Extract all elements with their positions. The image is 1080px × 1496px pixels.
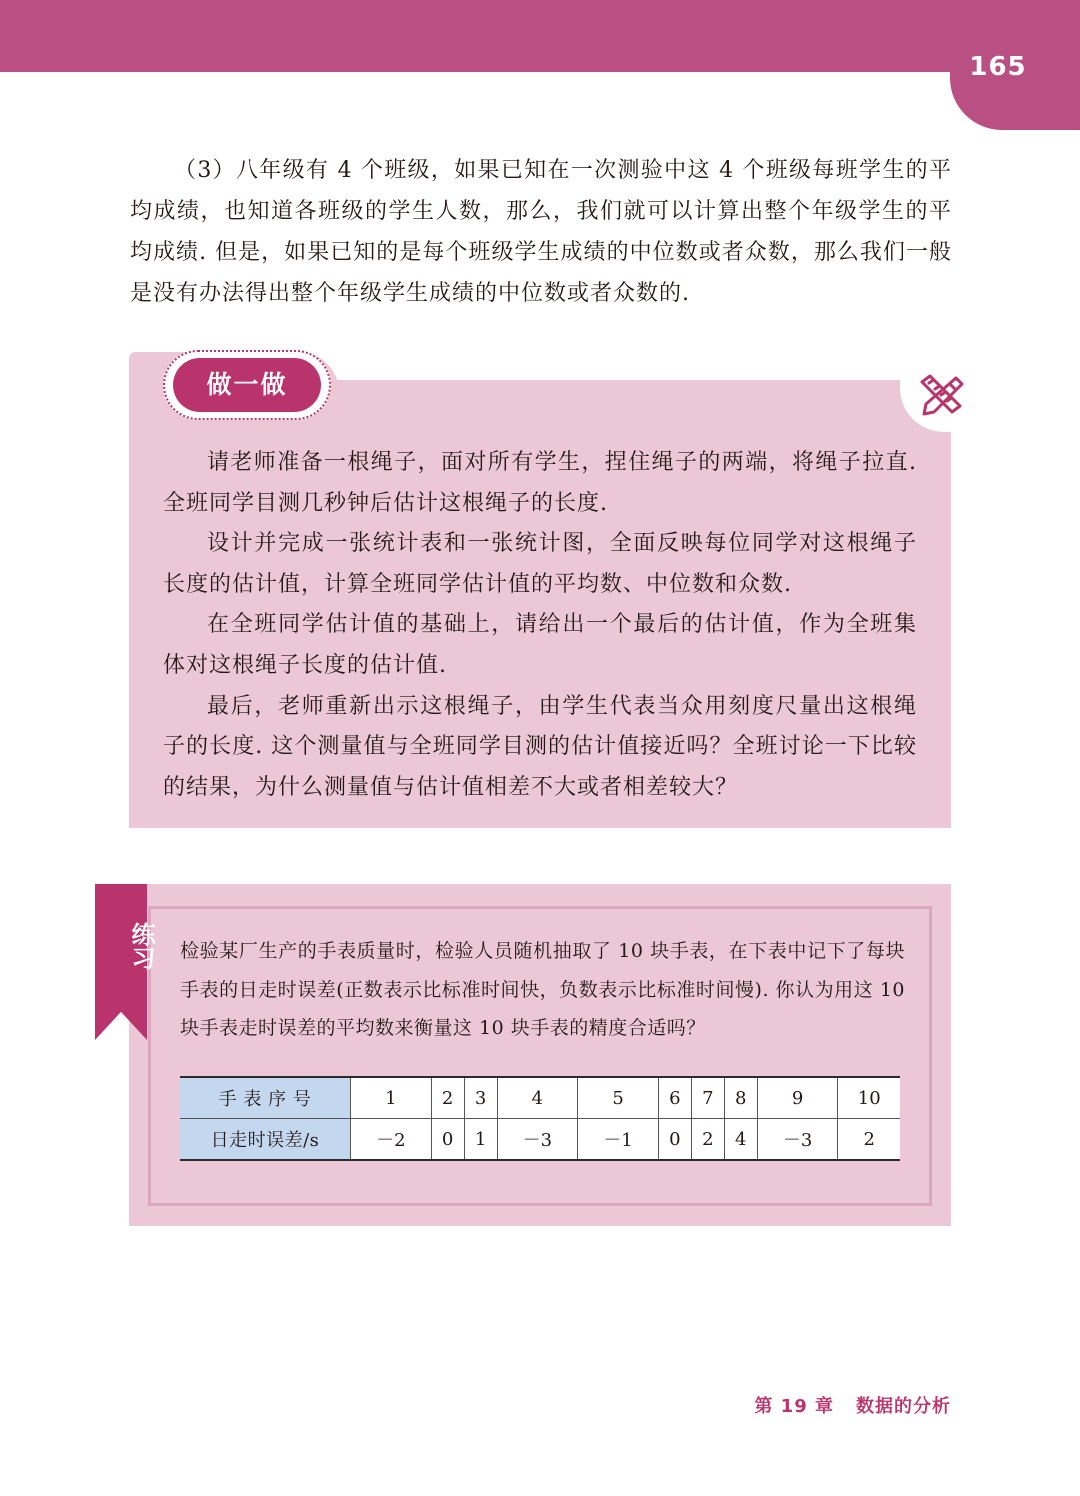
table-cell: －2 [351, 1119, 432, 1161]
exercise-label: 练习 [127, 922, 155, 970]
exercise-question-text: 检验某厂生产的手表质量时，检验人员随机抽取了 10 块手表，在下表中记下了每块手表的日走时误差(正数表示比标准时间快，负数表示比标准时间慢). 你认为用这 10 块手表走时误差的平均数来衡量这 10 块手表的精度合适吗？ [180, 940, 905, 1039]
watch-error-table [180, 1076, 900, 1161]
table-cell: 9 [757, 1077, 838, 1119]
table-cell: 5 [578, 1077, 659, 1119]
table-cell: 4 [724, 1119, 757, 1161]
activity-paragraph: 设计并完成一张统计表和一张统计图，全面反映每位同学对这根绳子长度的估计值，计算全班同学估计值的平均数、中位数和众数. [163, 531, 917, 597]
table-cell: 2 [838, 1119, 900, 1161]
intro-paragraph: （3）八年级有 4 个班级，如果已知在一次测验中这 4 个班级每班学生的平均成绩，也知道各班级的学生人数，那么，我们就可以计算出整个年级学生的平均成绩. 但是，如果已知的是每个班级学生成绩的中位数或者众数，那么我们一般是没有办法得出整个年级学生成绩的中位数或者众数的. [130, 158, 952, 306]
chapter-footer [745, 1392, 951, 1418]
table-cell: 1 [464, 1119, 497, 1161]
activity-paragraph: 在全班同学估计值的基础上，请给出一个最后的估计值，作为全班集体对这根绳子长度的估计值. [163, 612, 917, 678]
row-header-daily-error: 日走时误差/s [180, 1119, 351, 1161]
table-cell: －1 [578, 1119, 659, 1161]
activity-paragraph: 最后，老师重新出示这根绳子，由学生代表当众用刻度尺量出这根绳子的长度. 这个测量值与全班同学目测的估计值接近吗？全班讨论一下比较的结果，为什么测量值与估计值相差不大或者相差较大？ [163, 693, 917, 800]
table-cell: －3 [757, 1119, 838, 1161]
table-cell: 8 [724, 1077, 757, 1119]
table-cell: 7 [691, 1077, 724, 1119]
table-cell: 10 [838, 1077, 900, 1119]
table-cell: －3 [497, 1119, 578, 1161]
activity-paragraph: 请老师准备一根绳子，面对所有学生，捏住绳子的两端，将绳子拉直. 全班同学目测几秒钟后估计这根绳子的长度. [163, 450, 917, 516]
exercise-question [180, 932, 905, 1048]
page-number: 165 [969, 52, 1027, 82]
chapter-number: 第 19 章 [754, 1396, 834, 1417]
table-cell: 1 [351, 1077, 432, 1119]
table-cell: 6 [658, 1077, 691, 1119]
table-cell: 0 [431, 1119, 464, 1161]
table-cell: 2 [431, 1077, 464, 1119]
top-color-band [0, 0, 1080, 72]
row-header-watch-number: 手 表 序 号 [180, 1077, 351, 1119]
table-row [180, 1077, 900, 1119]
table-cell: 3 [464, 1077, 497, 1119]
table-row [180, 1119, 900, 1161]
activity-text [163, 443, 917, 808]
table-cell: 2 [691, 1119, 724, 1161]
chapter-title: 数据的分析 [856, 1396, 951, 1417]
table-cell: 4 [497, 1077, 578, 1119]
pencil-ruler-icon [916, 372, 966, 418]
activity-title: 做一做 [173, 358, 321, 412]
table-cell: 0 [658, 1119, 691, 1161]
